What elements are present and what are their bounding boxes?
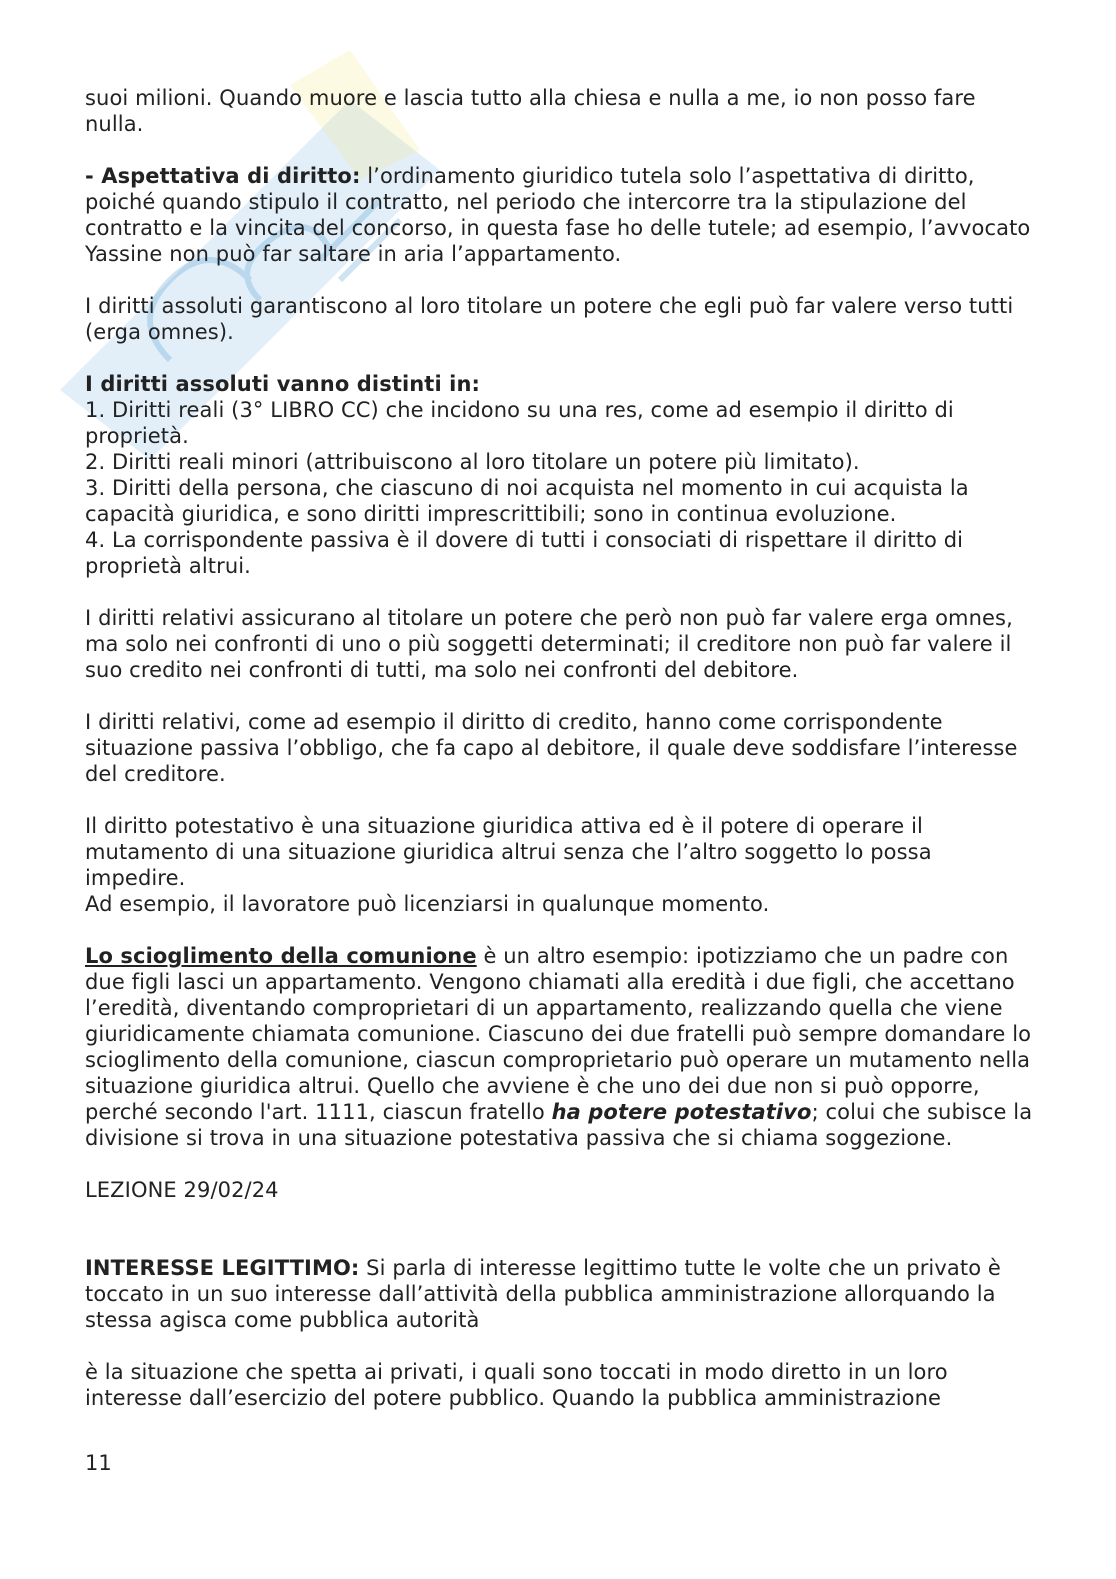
page-number: 11 xyxy=(85,1451,112,1475)
interesse-legittimo-heading: INTERESSE LEGITTIMO: xyxy=(85,1256,360,1280)
interesse-legittimo-text: Si parla di interesse legittimo tutte le volte che un privato è toccato in un suo interesse dall’attività della pubblica amministrazione allorquando la stessa agisca come pubblica autorità xyxy=(85,1256,1001,1332)
paragraph-diritto-potestativo: Il diritto potestativo è una situazione giuridica attiva ed è il potere di operare il mutamento di una situazione giuridica altrui senza che l’altro soggetto lo possa impedire. xyxy=(85,814,932,890)
list-heading: I diritti assoluti vanno distinti in: xyxy=(85,372,480,396)
scioglimento-text: è un altro esempio: ipotizziamo che un padre con due figli lasci un appartamento. Vengono chiamati alla eredità i due figli, che accettano l’eredità, diventando comproprietari di un appartamento, realizzando quella che viene giuridicamente chiamata comunione. Ciascuno dei due fratelli può sempre domandare lo scioglimento della comunione, ciascun comproprietario può operare un mutamento nella situazione giuridica altrui. Quello che avviene è che uno dei due non si può opporre, perché secondo l'art. 1111, ciascun fratello xyxy=(85,944,1032,1124)
paragraph-diritti-assoluti: I diritti assoluti garantiscono al loro titolare un potere che egli può far valere verso tutti (erga omnes). xyxy=(85,294,1014,344)
scioglimento-heading: Lo scioglimento della comunione xyxy=(85,944,477,968)
paragraph-esempio-lavoratore: Ad esempio, il lavoratore può licenziarsi in qualunque momento. xyxy=(85,892,770,916)
lesson-date: LEZIONE 29/02/24 xyxy=(85,1178,279,1202)
aspettativa-text: l’ordinamento giuridico tutela solo l’aspettativa di diritto, poiché quando stipulo il contratto, nel periodo che intercorre tra la stipulazione del contratto e la vincita del concorso, in questa fase ho delle tutele; ad esempio, l’avvocato Yassine non può far saltare in aria l’appartamento. xyxy=(85,164,1031,266)
paragraph-situazione-privati: è la situazione che spetta ai privati, i quali sono toccati in modo diretto in un loro interesse dall’esercizio del potere pubblico. Quando la pubblica amministrazione xyxy=(85,1360,948,1410)
paragraph-diritto-credito: I diritti relativi, come ad esempio il diritto di credito, hanno come corrispondente situazione passiva l’obbligo, che fa capo al debitore, il quale deve soddisfare l’interesse del creditore. xyxy=(85,710,1018,786)
scioglimento-text-end: ; colui che subisce la divisione si trova in una situazione potestativa passiva che si chiama soggezione. xyxy=(85,1100,1033,1150)
list-item: 3. Diritti della persona, che ciascuno di noi acquista nel momento in cui acquista la capacità giuridica, e sono diritti imprescrittibili; sono in continua evoluzione. xyxy=(85,476,969,526)
scioglimento-emphasis: ha potere potestativo xyxy=(551,1100,812,1124)
list-item: 4. La corrispondente passiva è il dovere di tutti i consociati di rispettare il diritto di proprietà altrui. xyxy=(85,528,964,578)
paragraph-aspettativa xyxy=(85,163,1035,267)
aspettativa-heading: - Aspettativa di diritto: xyxy=(85,164,361,188)
paragraph-1: suoi milioni. Quando muore e lascia tutto alla chiesa e nulla a me, io non posso fare nulla. xyxy=(85,86,976,136)
paragraph-scioglimento xyxy=(85,943,1035,1151)
list-item: 1. Diritti reali (3° LIBRO CC) che incidono su una res, come ad esempio il diritto di proprietà. xyxy=(85,398,954,448)
document-body xyxy=(85,85,1035,1411)
list-item: 2. Diritti reali minori (attribuiscono al loro titolare un potere più limitato). xyxy=(85,450,860,474)
paragraph-diritti-relativi: I diritti relativi assicurano al titolare un potere che però non può far valere erga omnes, ma solo nei confronti di uno o più soggetti determinati; il creditore non può far valere il suo credito nei confronti di tutti, ma solo nei confronti del debitore. xyxy=(85,606,1013,682)
paragraph-interesse-legittimo xyxy=(85,1255,1035,1333)
